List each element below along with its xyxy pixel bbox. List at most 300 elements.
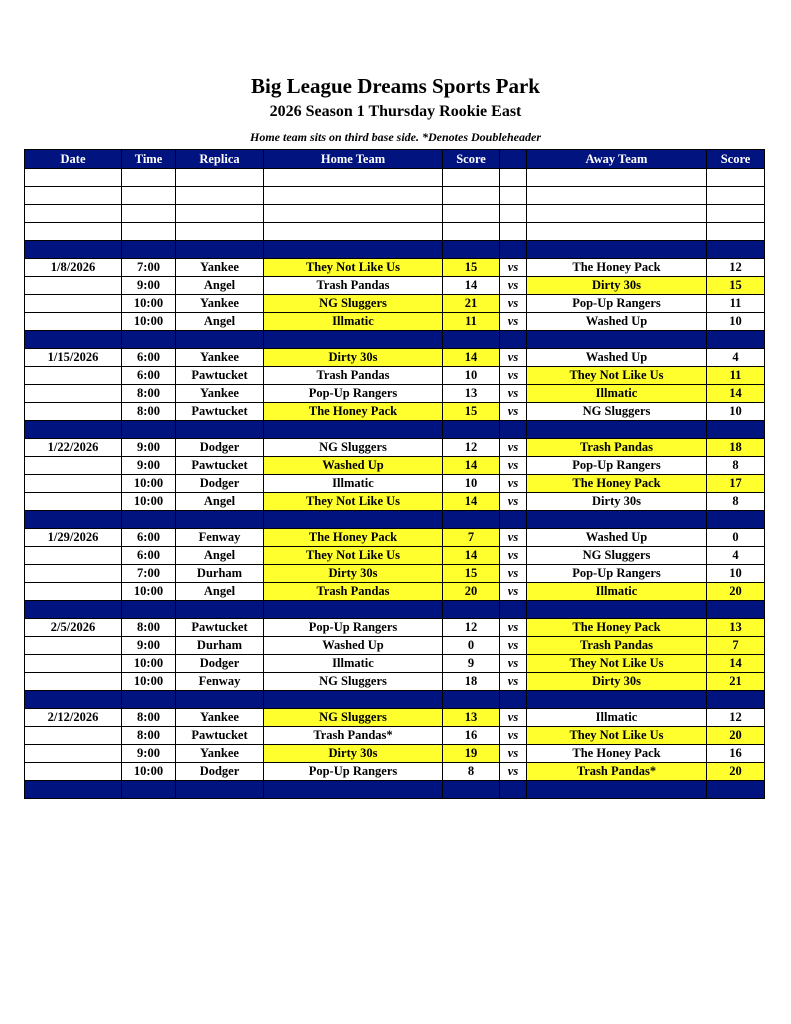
- home-team-cell: Trash Pandas: [264, 583, 443, 601]
- divider-band: [25, 331, 765, 349]
- time-cell: 10:00: [122, 493, 176, 511]
- away-team-cell: Trash Pandas: [527, 637, 707, 655]
- replica-cell: Durham: [176, 637, 264, 655]
- band-cell: [122, 421, 176, 439]
- game-row: [25, 313, 765, 331]
- away-score-cell: 15: [707, 277, 765, 295]
- home-team-cell: They Not Like Us: [264, 493, 443, 511]
- band-cell: [176, 331, 264, 349]
- game-row: [25, 439, 765, 457]
- band-cell: [122, 781, 176, 799]
- game-row: [25, 529, 765, 547]
- time-cell: 10:00: [122, 583, 176, 601]
- game-row: [25, 565, 765, 583]
- away-score-cell: 12: [707, 709, 765, 727]
- replica-cell: Yankee: [176, 295, 264, 313]
- empty-cell: [500, 169, 527, 187]
- game-row: [25, 349, 765, 367]
- vs-cell: vs: [500, 313, 527, 331]
- time-cell: 8:00: [122, 403, 176, 421]
- home-score-cell: 15: [443, 565, 500, 583]
- home-team-cell: Illmatic: [264, 313, 443, 331]
- vs-cell: vs: [500, 637, 527, 655]
- away-team-cell: Dirty 30s: [527, 673, 707, 691]
- date-cell: [25, 565, 122, 583]
- band-cell: [122, 511, 176, 529]
- empty-cell: [443, 169, 500, 187]
- page-title: Big League Dreams Sports Park: [251, 74, 540, 98]
- empty-cell: [264, 169, 443, 187]
- replica-cell: Pawtucket: [176, 727, 264, 745]
- band-cell: [527, 781, 707, 799]
- band-cell: [122, 241, 176, 259]
- home-team-cell: Illmatic: [264, 655, 443, 673]
- away-team-cell: Illmatic: [527, 583, 707, 601]
- date-cell: [25, 385, 122, 403]
- home-team-cell: NG Sluggers: [264, 295, 443, 313]
- replica-cell: Fenway: [176, 529, 264, 547]
- away-score-cell: 10: [707, 565, 765, 583]
- replica-cell: Dodger: [176, 439, 264, 457]
- col-date-header: Date: [25, 150, 122, 169]
- empty-cell: [122, 169, 176, 187]
- home-team-cell: Trash Pandas: [264, 277, 443, 295]
- replica-cell: Angel: [176, 313, 264, 331]
- vs-cell: vs: [500, 259, 527, 277]
- header-row: [25, 150, 765, 169]
- band-cell: [527, 241, 707, 259]
- date-cell: [25, 277, 122, 295]
- away-score-cell: 0: [707, 529, 765, 547]
- replica-cell: Durham: [176, 565, 264, 583]
- date-cell: 1/15/2026: [25, 349, 122, 367]
- empty-cell: [264, 187, 443, 205]
- vs-cell: vs: [500, 529, 527, 547]
- time-cell: 8:00: [122, 709, 176, 727]
- away-team-cell: The Honey Pack: [527, 475, 707, 493]
- home-team-cell: Dirty 30s: [264, 349, 443, 367]
- away-team-cell: Trash Pandas*: [527, 763, 707, 781]
- home-score-cell: 10: [443, 475, 500, 493]
- time-cell: 7:00: [122, 259, 176, 277]
- date-cell: 1/29/2026: [25, 529, 122, 547]
- divider-band: [25, 781, 765, 799]
- home-score-cell: 13: [443, 385, 500, 403]
- replica-cell: Dodger: [176, 763, 264, 781]
- date-cell: 1/8/2026: [25, 259, 122, 277]
- game-row: [25, 745, 765, 763]
- schedule-body: [25, 169, 765, 799]
- home-score-cell: 13: [443, 709, 500, 727]
- away-team-cell: Pop-Up Rangers: [527, 457, 707, 475]
- empty-cell: [25, 169, 122, 187]
- band-cell: [500, 601, 527, 619]
- game-row: [25, 457, 765, 475]
- home-team-cell: Washed Up: [264, 457, 443, 475]
- band-cell: [264, 241, 443, 259]
- time-cell: 10:00: [122, 673, 176, 691]
- band-cell: [527, 691, 707, 709]
- home-team-cell: NG Sluggers: [264, 709, 443, 727]
- band-cell: [25, 421, 122, 439]
- away-score-cell: 11: [707, 367, 765, 385]
- empty-cell: [707, 187, 765, 205]
- time-cell: 8:00: [122, 727, 176, 745]
- away-team-cell: NG Sluggers: [527, 547, 707, 565]
- col-away-score-header: Score: [707, 150, 765, 169]
- divider-band: [25, 421, 765, 439]
- empty-row: [25, 187, 765, 205]
- empty-cell: [122, 187, 176, 205]
- empty-cell: [527, 187, 707, 205]
- vs-cell: vs: [500, 457, 527, 475]
- empty-cell: [527, 205, 707, 223]
- col-time-header: Time: [122, 150, 176, 169]
- date-cell: [25, 457, 122, 475]
- replica-cell: Yankee: [176, 385, 264, 403]
- game-row: [25, 583, 765, 601]
- band-cell: [264, 421, 443, 439]
- home-score-cell: 20: [443, 583, 500, 601]
- home-team-cell: NG Sluggers: [264, 673, 443, 691]
- away-score-cell: 10: [707, 403, 765, 421]
- band-cell: [176, 601, 264, 619]
- away-score-cell: 20: [707, 727, 765, 745]
- vs-cell: vs: [500, 745, 527, 763]
- empty-cell: [443, 205, 500, 223]
- time-cell: 6:00: [122, 529, 176, 547]
- divider-band: [25, 601, 765, 619]
- band-cell: [176, 421, 264, 439]
- empty-cell: [707, 169, 765, 187]
- home-score-cell: 12: [443, 619, 500, 637]
- band-cell: [264, 691, 443, 709]
- away-team-cell: NG Sluggers: [527, 403, 707, 421]
- empty-cell: [527, 223, 707, 241]
- empty-cell: [264, 223, 443, 241]
- band-cell: [25, 691, 122, 709]
- band-cell: [707, 511, 765, 529]
- band-cell: [25, 331, 122, 349]
- replica-cell: Dodger: [176, 475, 264, 493]
- band-cell: [707, 691, 765, 709]
- empty-cell: [443, 187, 500, 205]
- divider-band: [25, 511, 765, 529]
- band-cell: [176, 691, 264, 709]
- vs-cell: vs: [500, 403, 527, 421]
- vs-cell: vs: [500, 709, 527, 727]
- home-score-cell: 8: [443, 763, 500, 781]
- time-cell: 10:00: [122, 763, 176, 781]
- home-score-cell: 14: [443, 457, 500, 475]
- band-cell: [176, 511, 264, 529]
- band-cell: [25, 241, 122, 259]
- date-cell: [25, 547, 122, 565]
- date-cell: [25, 655, 122, 673]
- replica-cell: Angel: [176, 493, 264, 511]
- game-row: [25, 673, 765, 691]
- game-row: [25, 637, 765, 655]
- home-team-cell: Washed Up: [264, 637, 443, 655]
- date-cell: [25, 403, 122, 421]
- band-cell: [443, 511, 500, 529]
- empty-cell: [25, 187, 122, 205]
- time-cell: 9:00: [122, 745, 176, 763]
- band-cell: [264, 601, 443, 619]
- home-team-cell: Trash Pandas: [264, 367, 443, 385]
- away-score-cell: 20: [707, 763, 765, 781]
- date-cell: [25, 745, 122, 763]
- replica-cell: Pawtucket: [176, 457, 264, 475]
- vs-cell: vs: [500, 583, 527, 601]
- band-cell: [707, 331, 765, 349]
- empty-row: [25, 169, 765, 187]
- home-score-cell: 16: [443, 727, 500, 745]
- date-cell: [25, 637, 122, 655]
- replica-cell: Yankee: [176, 745, 264, 763]
- vs-cell: vs: [500, 385, 527, 403]
- band-cell: [122, 331, 176, 349]
- band-cell: [176, 241, 264, 259]
- home-score-cell: 14: [443, 547, 500, 565]
- band-cell: [500, 781, 527, 799]
- replica-cell: Angel: [176, 547, 264, 565]
- date-cell: [25, 763, 122, 781]
- time-cell: 9:00: [122, 439, 176, 457]
- away-score-cell: 12: [707, 259, 765, 277]
- empty-cell: [264, 205, 443, 223]
- band-cell: [527, 511, 707, 529]
- date-cell: [25, 673, 122, 691]
- away-team-cell: Washed Up: [527, 349, 707, 367]
- col-replica-header: Replica: [176, 150, 264, 169]
- band-cell: [707, 241, 765, 259]
- away-team-cell: Pop-Up Rangers: [527, 295, 707, 313]
- home-score-cell: 12: [443, 439, 500, 457]
- band-cell: [527, 601, 707, 619]
- col-vs-header: [500, 150, 527, 169]
- date-cell: [25, 295, 122, 313]
- band-cell: [264, 331, 443, 349]
- away-team-cell: The Honey Pack: [527, 745, 707, 763]
- away-team-cell: Washed Up: [527, 313, 707, 331]
- band-cell: [500, 331, 527, 349]
- away-team-cell: Trash Pandas: [527, 439, 707, 457]
- date-cell: [25, 727, 122, 745]
- empty-cell: [500, 205, 527, 223]
- time-cell: 10:00: [122, 655, 176, 673]
- game-row: [25, 385, 765, 403]
- home-score-cell: 14: [443, 493, 500, 511]
- page-subtitle: 2026 Season 1 Thursday Rookie East: [269, 103, 522, 120]
- empty-cell: [527, 169, 707, 187]
- date-cell: [25, 475, 122, 493]
- empty-cell: [176, 205, 264, 223]
- empty-cell: [122, 205, 176, 223]
- home-team-cell: Pop-Up Rangers: [264, 619, 443, 637]
- away-score-cell: 17: [707, 475, 765, 493]
- home-team-cell: They Not Like Us: [264, 547, 443, 565]
- empty-cell: [443, 223, 500, 241]
- time-cell: 8:00: [122, 619, 176, 637]
- home-team-cell: Dirty 30s: [264, 565, 443, 583]
- schedule-note: Home team sits on third base side. *Denotes Doubleheader: [250, 130, 541, 144]
- away-score-cell: 13: [707, 619, 765, 637]
- band-cell: [443, 601, 500, 619]
- band-cell: [527, 421, 707, 439]
- col-away-team-header: Away Team: [527, 150, 707, 169]
- divider-band: [25, 241, 765, 259]
- time-cell: 6:00: [122, 367, 176, 385]
- vs-cell: vs: [500, 439, 527, 457]
- replica-cell: Yankee: [176, 709, 264, 727]
- home-team-cell: NG Sluggers: [264, 439, 443, 457]
- vs-cell: vs: [500, 295, 527, 313]
- home-score-cell: 18: [443, 673, 500, 691]
- date-cell: 2/5/2026: [25, 619, 122, 637]
- replica-cell: Yankee: [176, 259, 264, 277]
- away-score-cell: 14: [707, 655, 765, 673]
- home-team-cell: Pop-Up Rangers: [264, 385, 443, 403]
- date-cell: [25, 313, 122, 331]
- vs-cell: vs: [500, 493, 527, 511]
- home-score-cell: 0: [443, 637, 500, 655]
- away-score-cell: 18: [707, 439, 765, 457]
- away-team-cell: Washed Up: [527, 529, 707, 547]
- band-cell: [707, 601, 765, 619]
- replica-cell: Dodger: [176, 655, 264, 673]
- vs-cell: vs: [500, 673, 527, 691]
- time-cell: 9:00: [122, 277, 176, 295]
- empty-cell: [707, 223, 765, 241]
- away-score-cell: 21: [707, 673, 765, 691]
- band-cell: [25, 781, 122, 799]
- band-cell: [500, 421, 527, 439]
- away-team-cell: They Not Like Us: [527, 367, 707, 385]
- vs-cell: vs: [500, 367, 527, 385]
- band-cell: [25, 601, 122, 619]
- col-home-team-header: Home Team: [264, 150, 443, 169]
- band-cell: [443, 781, 500, 799]
- home-score-cell: 15: [443, 403, 500, 421]
- game-row: [25, 547, 765, 565]
- replica-cell: Pawtucket: [176, 403, 264, 421]
- replica-cell: Pawtucket: [176, 367, 264, 385]
- game-row: [25, 709, 765, 727]
- empty-row: [25, 223, 765, 241]
- home-team-cell: They Not Like Us: [264, 259, 443, 277]
- empty-cell: [500, 223, 527, 241]
- away-team-cell: They Not Like Us: [527, 727, 707, 745]
- vs-cell: vs: [500, 349, 527, 367]
- vs-cell: vs: [500, 655, 527, 673]
- empty-cell: [500, 187, 527, 205]
- band-cell: [527, 331, 707, 349]
- empty-row: [25, 205, 765, 223]
- home-score-cell: 21: [443, 295, 500, 313]
- away-score-cell: 4: [707, 349, 765, 367]
- vs-cell: vs: [500, 547, 527, 565]
- game-row: [25, 367, 765, 385]
- band-cell: [443, 331, 500, 349]
- away-team-cell: The Honey Pack: [527, 619, 707, 637]
- vs-cell: vs: [500, 619, 527, 637]
- time-cell: 10:00: [122, 295, 176, 313]
- away-score-cell: 11: [707, 295, 765, 313]
- band-cell: [707, 421, 765, 439]
- vs-cell: vs: [500, 475, 527, 493]
- away-score-cell: 7: [707, 637, 765, 655]
- band-cell: [264, 511, 443, 529]
- vs-cell: vs: [500, 727, 527, 745]
- home-team-cell: Pop-Up Rangers: [264, 763, 443, 781]
- time-cell: 6:00: [122, 349, 176, 367]
- game-row: [25, 403, 765, 421]
- date-cell: [25, 367, 122, 385]
- band-cell: [500, 691, 527, 709]
- home-team-cell: The Honey Pack: [264, 403, 443, 421]
- home-score-cell: 14: [443, 349, 500, 367]
- band-cell: [443, 691, 500, 709]
- band-cell: [176, 781, 264, 799]
- away-team-cell: Pop-Up Rangers: [527, 565, 707, 583]
- band-cell: [264, 781, 443, 799]
- vs-cell: vs: [500, 277, 527, 295]
- home-score-cell: 7: [443, 529, 500, 547]
- home-score-cell: 14: [443, 277, 500, 295]
- time-cell: 9:00: [122, 457, 176, 475]
- away-team-cell: Dirty 30s: [527, 277, 707, 295]
- vs-cell: vs: [500, 565, 527, 583]
- band-cell: [500, 511, 527, 529]
- game-row: [25, 619, 765, 637]
- replica-cell: Angel: [176, 277, 264, 295]
- away-team-cell: Illmatic: [527, 709, 707, 727]
- band-cell: [500, 241, 527, 259]
- away-team-cell: They Not Like Us: [527, 655, 707, 673]
- band-cell: [25, 511, 122, 529]
- away-score-cell: 16: [707, 745, 765, 763]
- vs-cell: vs: [500, 763, 527, 781]
- col-home-score-header: Score: [443, 150, 500, 169]
- time-cell: 6:00: [122, 547, 176, 565]
- away-score-cell: 8: [707, 493, 765, 511]
- away-team-cell: Dirty 30s: [527, 493, 707, 511]
- home-score-cell: 15: [443, 259, 500, 277]
- time-cell: 7:00: [122, 565, 176, 583]
- game-row: [25, 655, 765, 673]
- away-score-cell: 4: [707, 547, 765, 565]
- date-cell: 2/12/2026: [25, 709, 122, 727]
- game-row: [25, 493, 765, 511]
- time-cell: 9:00: [122, 637, 176, 655]
- schedule-table: [24, 149, 765, 799]
- away-score-cell: 8: [707, 457, 765, 475]
- replica-cell: Angel: [176, 583, 264, 601]
- empty-cell: [176, 223, 264, 241]
- home-team-cell: The Honey Pack: [264, 529, 443, 547]
- band-cell: [443, 421, 500, 439]
- home-team-cell: Dirty 30s: [264, 745, 443, 763]
- empty-cell: [176, 187, 264, 205]
- band-cell: [707, 781, 765, 799]
- game-row: [25, 295, 765, 313]
- band-cell: [443, 241, 500, 259]
- game-row: [25, 763, 765, 781]
- empty-cell: [176, 169, 264, 187]
- home-team-cell: Illmatic: [264, 475, 443, 493]
- date-cell: 1/22/2026: [25, 439, 122, 457]
